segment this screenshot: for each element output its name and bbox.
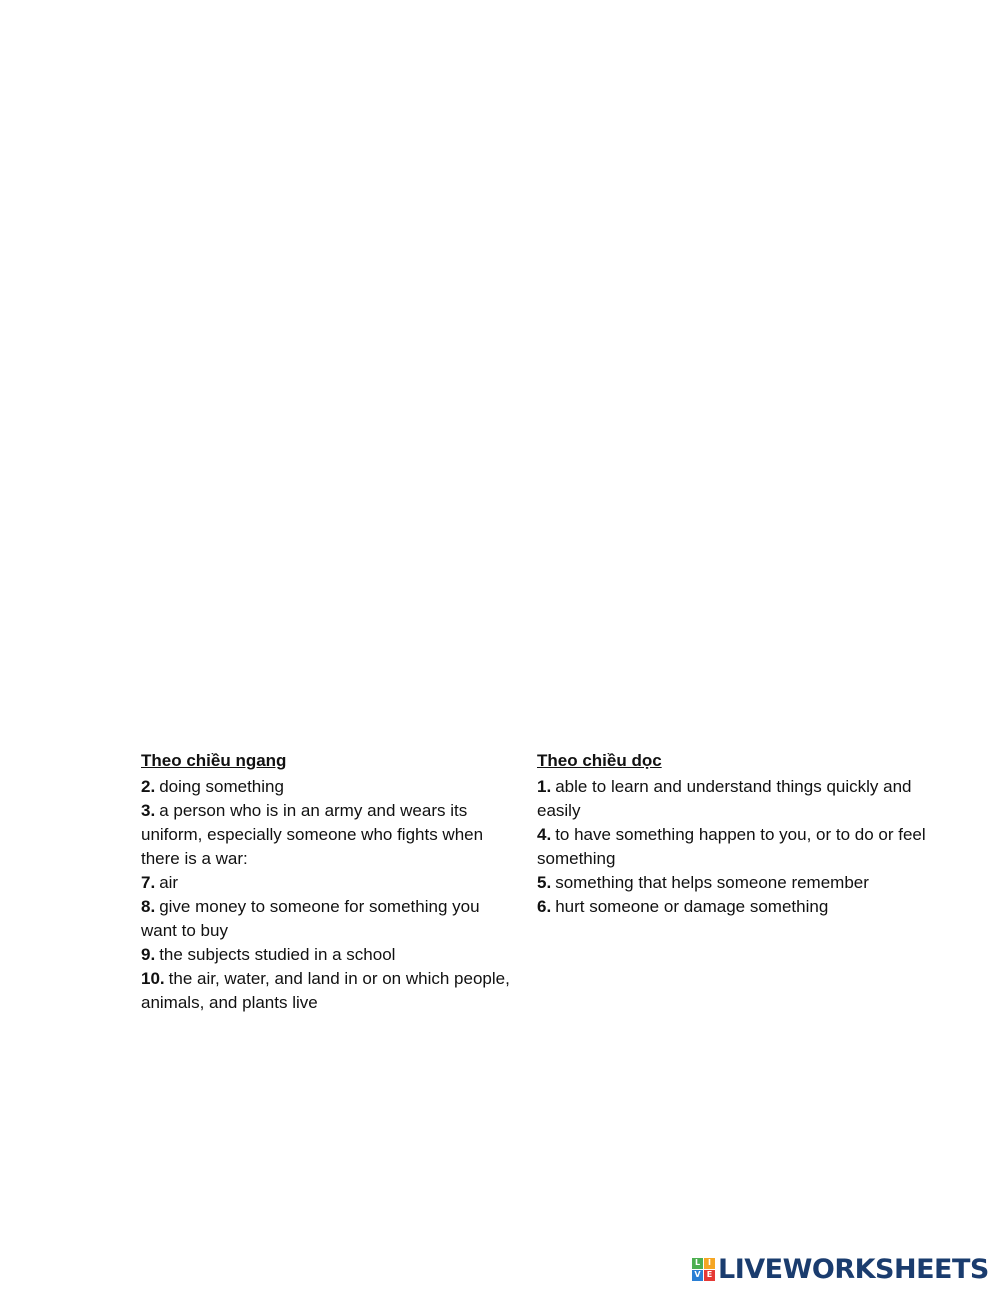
clue-number: 5. <box>537 873 552 892</box>
clue-text: doing something <box>159 777 284 796</box>
clue-text: give money to someone for something you want to buy <box>141 897 480 940</box>
down-heading: Theo chiều dọc <box>537 751 662 770</box>
clue-number: 9. <box>141 945 156 964</box>
clue-number: 4. <box>537 825 552 844</box>
clue-number: 3. <box>141 801 156 820</box>
clue-item <box>141 895 513 943</box>
across-heading: Theo chiều ngang <box>141 751 287 770</box>
clue-item <box>537 823 929 871</box>
across-clues <box>141 749 513 1015</box>
clue-number: 1. <box>537 777 552 796</box>
clue-text: the air, water, and land in or on which people, animals, and plants live <box>141 969 510 1012</box>
clue-text: the subjects studied in a school <box>159 945 396 964</box>
clue-number: 2. <box>141 777 156 796</box>
clue-item <box>141 871 513 895</box>
clue-text: something that helps someone remember <box>555 873 869 892</box>
clue-text: hurt someone or damage something <box>555 897 829 916</box>
clue-number: 8. <box>141 897 156 916</box>
logo-square-l: L <box>692 1258 703 1269</box>
down-clues <box>537 749 929 919</box>
clue-text: to have something happen to you, or to do or feel something <box>537 825 926 868</box>
logo-square-i: I <box>704 1258 715 1269</box>
clue-item <box>141 967 513 1015</box>
clue-text: able to learn and understand things quickly and easily <box>537 777 912 820</box>
clue-item <box>537 775 929 823</box>
clue-number: 10. <box>141 969 165 988</box>
logo-wordmark: LIVEWORKSHEETS <box>718 1253 989 1285</box>
clue-number: 7. <box>141 873 156 892</box>
clue-item <box>537 871 929 895</box>
clue-item <box>141 775 513 799</box>
logo-square-e: E <box>704 1270 715 1281</box>
liveworksheets-logo <box>692 1254 989 1284</box>
logo-icon <box>692 1258 715 1281</box>
logo-square-v: V <box>692 1270 703 1281</box>
clue-text: a person who is in an army and wears its uniform, especially someone who fights when there is a war: <box>141 801 484 868</box>
clue-number: 6. <box>537 897 552 916</box>
clue-item <box>141 799 513 871</box>
clue-item <box>537 895 929 919</box>
clue-item <box>141 943 513 967</box>
clue-text: air <box>159 873 179 892</box>
